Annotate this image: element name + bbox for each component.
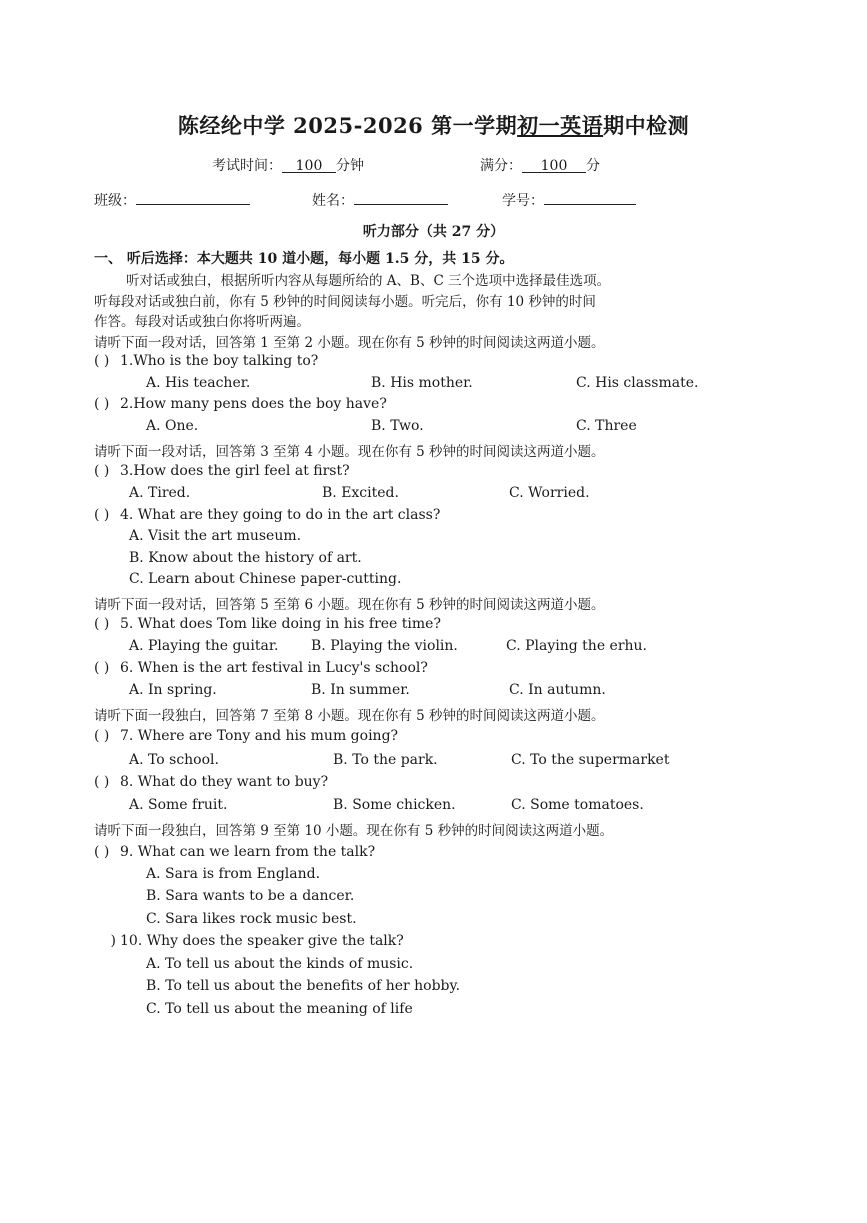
option-c: C. To the supermarket <box>511 752 670 768</box>
question-stem: 1.Who is the boy talking to? <box>120 353 319 369</box>
question-4 <box>94 507 440 523</box>
option-a: A. Sara is from England. <box>146 866 321 882</box>
listening-prompt: 请听下面一段对话，回答第 1 至第 2 小题。现在你有 5 秒钟的时间阅读这两道小题。 <box>94 335 605 351</box>
exam-time <box>212 155 364 175</box>
option-c: C. In autumn. <box>509 682 606 698</box>
question-stem: 7. Where are Tony and his mum going? <box>120 728 399 744</box>
option-c: C. Some tomatoes. <box>511 797 644 813</box>
answer-paren[interactable]: ( ) <box>94 844 110 860</box>
class-blank[interactable] <box>136 190 250 205</box>
score-label: 满分： <box>480 158 522 174</box>
listening-prompt: 请听下面一段独白，回答第 9 至第 10 小题。现在你有 5 秒钟的时间阅读这两道小题。 <box>94 823 614 839</box>
answer-paren[interactable]: ( ) <box>94 728 110 744</box>
question-6 <box>94 660 428 676</box>
option-a: A. Playing the guitar. <box>129 638 279 654</box>
time-unit: 分钟 <box>336 158 364 174</box>
question-3 <box>94 463 350 479</box>
answer-paren[interactable]: ) <box>110 933 116 949</box>
id-blank[interactable] <box>544 190 636 205</box>
option-a: A. To tell us about the kinds of music. <box>146 956 414 972</box>
question-stem: 10. Why does the speaker give the talk? <box>120 933 404 949</box>
title-school: 陈经纶中学 2025-2026 第一学期 <box>177 113 518 138</box>
question-2 <box>94 396 387 412</box>
answer-paren[interactable]: ( ) <box>94 396 110 412</box>
instruction-line: 听每段对话或独白前，你有 5 秒钟的时间阅读每小题。听完后，你有 10 秒钟的时间 <box>94 294 596 310</box>
name-field <box>312 190 448 210</box>
option-a: A. One. <box>146 418 199 434</box>
title-exam: 期中检测 <box>603 113 690 138</box>
instruction-line: 听对话或独白，根据所听内容从每题所给的 A、B、C 三个选项中选择最佳选项。 <box>126 273 611 289</box>
option-c: C. His classmate. <box>576 375 699 391</box>
option-a: A. To school. <box>129 752 219 768</box>
name-label: 姓名： <box>312 193 354 209</box>
question-8 <box>94 774 328 790</box>
option-a: A. His teacher. <box>146 375 251 391</box>
answer-paren[interactable]: ( ) <box>94 507 110 523</box>
option-b: B. Playing the violin. <box>311 638 458 654</box>
option-b: B. Some chicken. <box>333 797 456 813</box>
full-score <box>480 155 600 175</box>
option-b: B. Sara wants to be a dancer. <box>146 888 355 904</box>
name-blank[interactable] <box>354 190 448 205</box>
question-stem: 9. What can we learn from the talk? <box>120 844 376 860</box>
option-c: C. Learn about Chinese paper-cutting. <box>129 571 402 587</box>
listening-prompt: 请听下面一段对话，回答第 3 至第 4 小题。现在你有 5 秒钟的时间阅读这两道小题。 <box>94 444 605 460</box>
question-7 <box>94 728 398 744</box>
time-value: 100 <box>282 158 336 173</box>
id-label: 学号： <box>502 193 544 209</box>
option-b: B. Two. <box>371 418 424 434</box>
class-label: 班级： <box>94 193 136 209</box>
answer-paren[interactable]: ( ) <box>94 660 110 676</box>
question-stem: 4. What are they going to do in the art class? <box>120 507 441 523</box>
listening-prompt: 请听下面一段独白，回答第 7 至第 8 小题。现在你有 5 秒钟的时间阅读这两道小题。 <box>94 708 605 724</box>
option-c: C. To tell us about the meaning of life <box>146 1001 413 1017</box>
option-b: B. Excited. <box>322 485 399 501</box>
answer-paren[interactable]: ( ) <box>94 774 110 790</box>
score-unit: 分 <box>586 158 600 174</box>
question-10 <box>94 933 404 949</box>
question-stem: 3.How does the girl feel at first? <box>120 463 350 479</box>
option-b: B. To the park. <box>333 752 438 768</box>
answer-paren[interactable]: ( ) <box>94 353 110 369</box>
option-c: C. Playing the erhu. <box>506 638 648 654</box>
option-b: B. Know about the history of art. <box>129 550 362 566</box>
time-label: 考试时间： <box>212 158 282 174</box>
listening-prompt: 请听下面一段对话，回答第 5 至第 6 小题。现在你有 5 秒钟的时间阅读这两道小题。 <box>94 597 605 613</box>
option-b: B. His mother. <box>371 375 473 391</box>
option-c: C. Three <box>576 418 637 434</box>
question-1 <box>94 353 318 369</box>
option-c: C. Sara likes rock music best. <box>146 911 357 927</box>
option-b: B. In summer. <box>311 682 410 698</box>
answer-paren[interactable]: ( ) <box>94 463 110 479</box>
question-stem: 5. What does Tom like doing in his free time? <box>120 616 441 632</box>
question-stem: 8. What do they want to buy? <box>120 774 329 790</box>
option-b: B. To tell us about the benefits of her hobby. <box>146 978 461 994</box>
option-a: A. Visit the art museum. <box>129 528 302 544</box>
part1-heading: 一、 听后选择：本大题共 10 道小题，每小题 1.5 分，共 15 分。 <box>94 251 514 267</box>
question-9 <box>94 844 375 860</box>
option-a: A. In spring. <box>129 682 217 698</box>
question-stem: 6. When is the art festival in Lucy's school? <box>120 660 428 676</box>
question-stem: 2.How many pens does the boy have? <box>120 396 387 412</box>
answer-paren[interactable]: ( ) <box>94 616 110 632</box>
score-value: 100 <box>522 158 586 173</box>
option-c: C. Worried. <box>509 485 590 501</box>
option-a: A. Tired. <box>129 485 191 501</box>
instruction-line: 作答。每段对话或独白你将听两遍。 <box>94 314 310 330</box>
student-id-field <box>502 190 636 210</box>
section-title: 听力部分（共 27 分） <box>362 224 505 240</box>
option-a: A. Some fruit. <box>129 797 228 813</box>
question-5 <box>94 616 441 632</box>
class-field <box>94 190 250 210</box>
exam-title <box>0 110 867 140</box>
title-grade-subject: 初一英语 <box>517 113 604 138</box>
